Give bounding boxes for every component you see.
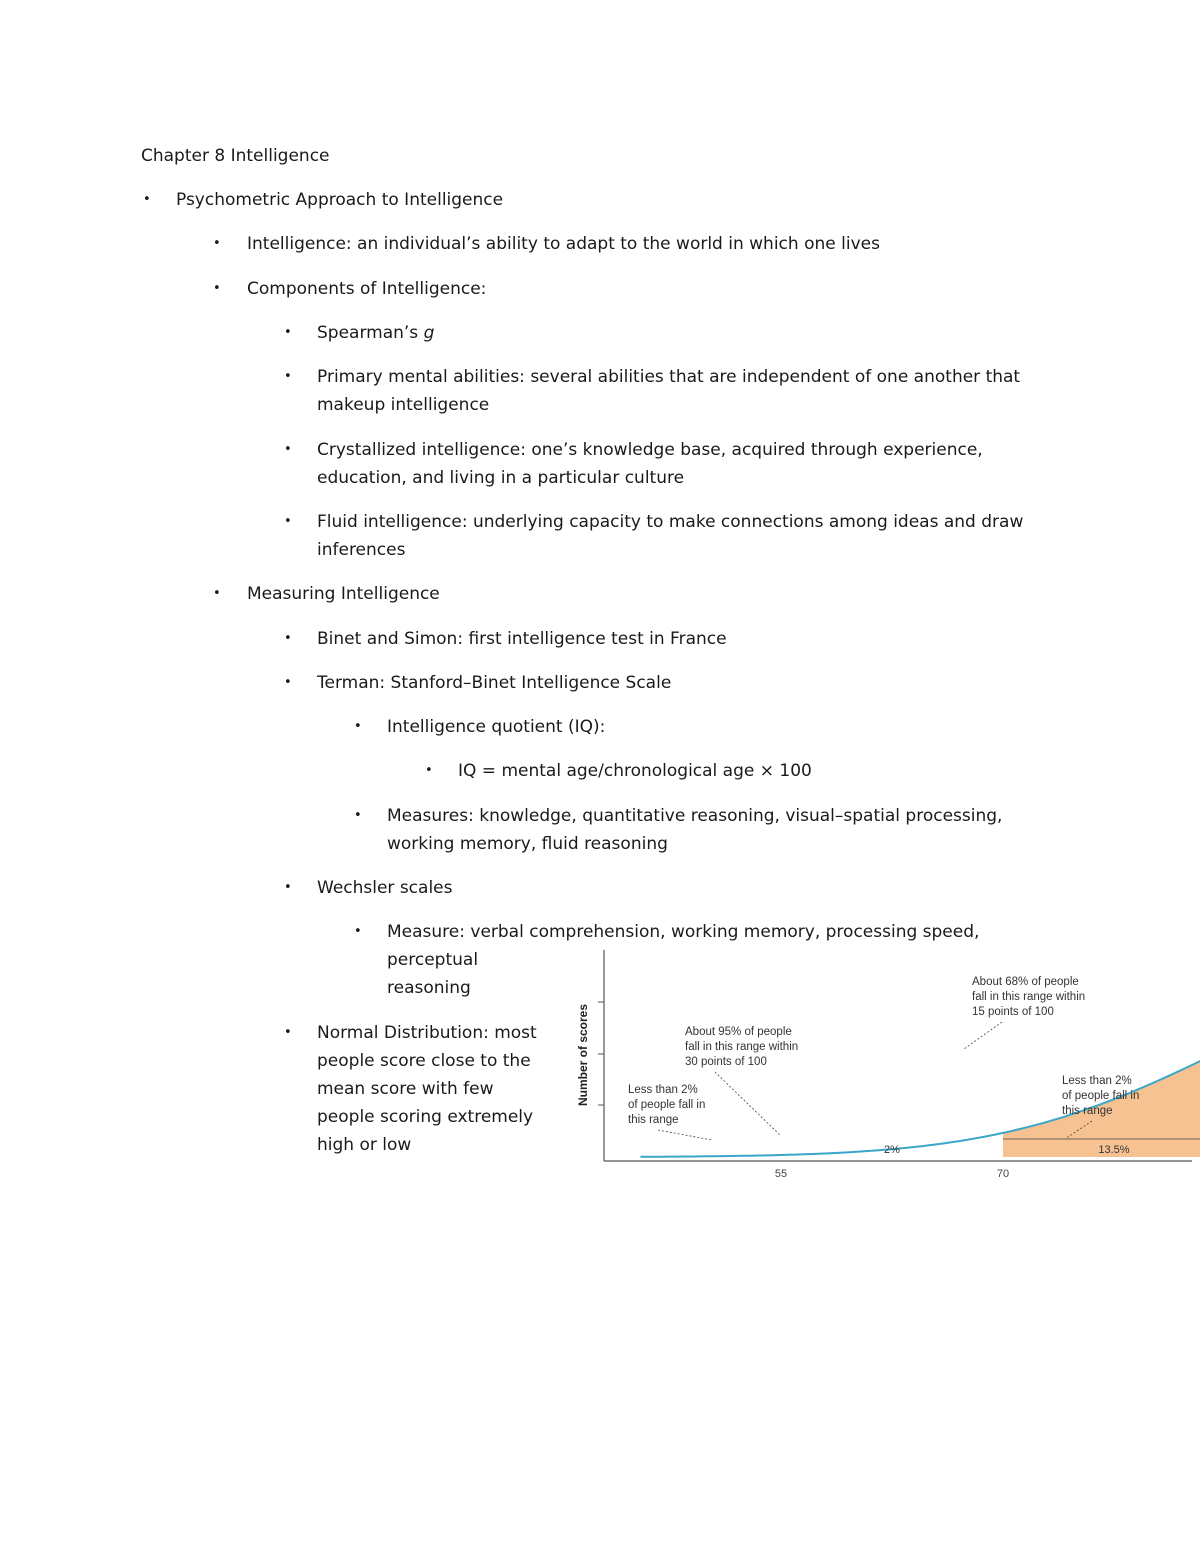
bullet-glyph: •: [213, 236, 221, 251]
annotation-text: this range: [1062, 1105, 1113, 1117]
list-item: Wechsler scales: [317, 878, 453, 898]
annotation-text: Less than 2%: [628, 1084, 698, 1096]
bullet-glyph: •: [213, 586, 221, 601]
list-item: Components of Intelligence:: [247, 279, 487, 299]
bullet-glyph: •: [284, 631, 292, 646]
annotation-text: 30 points of 100: [685, 1056, 767, 1068]
annotation-pointer: [658, 1130, 712, 1140]
annotation-text: About 68% of people: [972, 976, 1079, 988]
list-item: Normal Distribution: most: [317, 1023, 537, 1043]
band-percent-label: 2%: [884, 1144, 900, 1156]
list-item: IQ = mental age/chronological age × 100: [458, 761, 812, 781]
bullet-glyph: •: [284, 1025, 292, 1040]
list-item: Measure: verbal comprehension, working memory, processing speed,: [387, 922, 980, 942]
list-item-text: Spearman’s: [317, 323, 424, 343]
annotation-text: fall in this range within: [685, 1041, 799, 1053]
y-axis-title: Number of scores: [576, 1003, 590, 1107]
list-item-continuation: education, and living in a particular culture: [317, 468, 685, 488]
list-item-continuation: people scoring extremely: [317, 1107, 534, 1127]
list-item-continuation: reasoning: [387, 978, 471, 998]
list-item-continuation: perceptual: [387, 950, 479, 970]
list-item: [317, 319, 434, 347]
bullet-glyph: •: [284, 675, 292, 690]
list-item: Binet and Simon: first intelligence test in France: [317, 629, 727, 649]
annotation-pointer: [964, 1022, 1002, 1049]
page-title: Chapter 8 Intelligence: [141, 146, 330, 166]
list-item-continuation: high or low: [317, 1135, 412, 1155]
list-item: Psychometric Approach to Intelligence: [176, 190, 504, 210]
bullet-glyph: •: [284, 325, 292, 340]
bullet-glyph: •: [354, 924, 362, 939]
list-item-continuation: inferences: [317, 540, 406, 560]
annotation-pointer: [715, 1072, 780, 1135]
bullet-glyph: •: [213, 281, 221, 296]
list-item-continuation: working memory, fluid reasoning: [387, 834, 668, 854]
bullet-glyph: •: [284, 880, 292, 895]
normal-distribution-chart: [560, 945, 1200, 1205]
bullet-glyph: •: [284, 442, 292, 457]
band-percent-label: 13.5%: [1098, 1144, 1130, 1156]
bullet-glyph: •: [354, 808, 362, 823]
x-tick-label: 55: [774, 1168, 788, 1180]
annotation-text: of people fall in: [1062, 1090, 1140, 1102]
annotation-text: Less than 2%: [1062, 1075, 1132, 1087]
bullet-glyph: •: [284, 514, 292, 529]
annotation-text: About 95% of people: [685, 1026, 792, 1038]
annotation-text: 15 points of 100: [972, 1006, 1054, 1018]
x-tick-label: 70: [996, 1168, 1010, 1180]
list-item: Measuring Intelligence: [247, 584, 440, 604]
list-item: Intelligence: an individual’s ability to adapt to the world in which one lives: [247, 234, 880, 254]
list-item: Intelligence quotient (IQ):: [387, 717, 606, 737]
italic-g: g: [423, 323, 435, 343]
list-item: Crystallized intelligence: one’s knowledge base, acquired through experience,: [317, 440, 983, 460]
annotation-text: of people fall in: [628, 1099, 706, 1111]
annotation-text: this range: [628, 1114, 679, 1126]
list-item-continuation: mean score with few: [317, 1079, 494, 1099]
list-item: Terman: Stanford–Binet Intelligence Scale: [317, 673, 672, 693]
bullet-glyph: •: [143, 192, 151, 207]
list-item-continuation: makeup intelligence: [317, 395, 490, 415]
list-item-continuation: people score close to the: [317, 1051, 531, 1071]
bullet-glyph: •: [425, 763, 433, 778]
bullet-glyph: •: [354, 719, 362, 734]
list-item: Primary mental abilities: several abilities that are independent of one another that: [317, 367, 1021, 387]
list-item: Fluid intelligence: underlying capacity to make connections among ideas and draw: [317, 512, 1024, 532]
bullet-glyph: •: [284, 369, 292, 384]
list-item: Measures: knowledge, quantitative reasoning, visual–spatial processing,: [387, 806, 1003, 826]
annotation-text: fall in this range within: [972, 991, 1086, 1003]
